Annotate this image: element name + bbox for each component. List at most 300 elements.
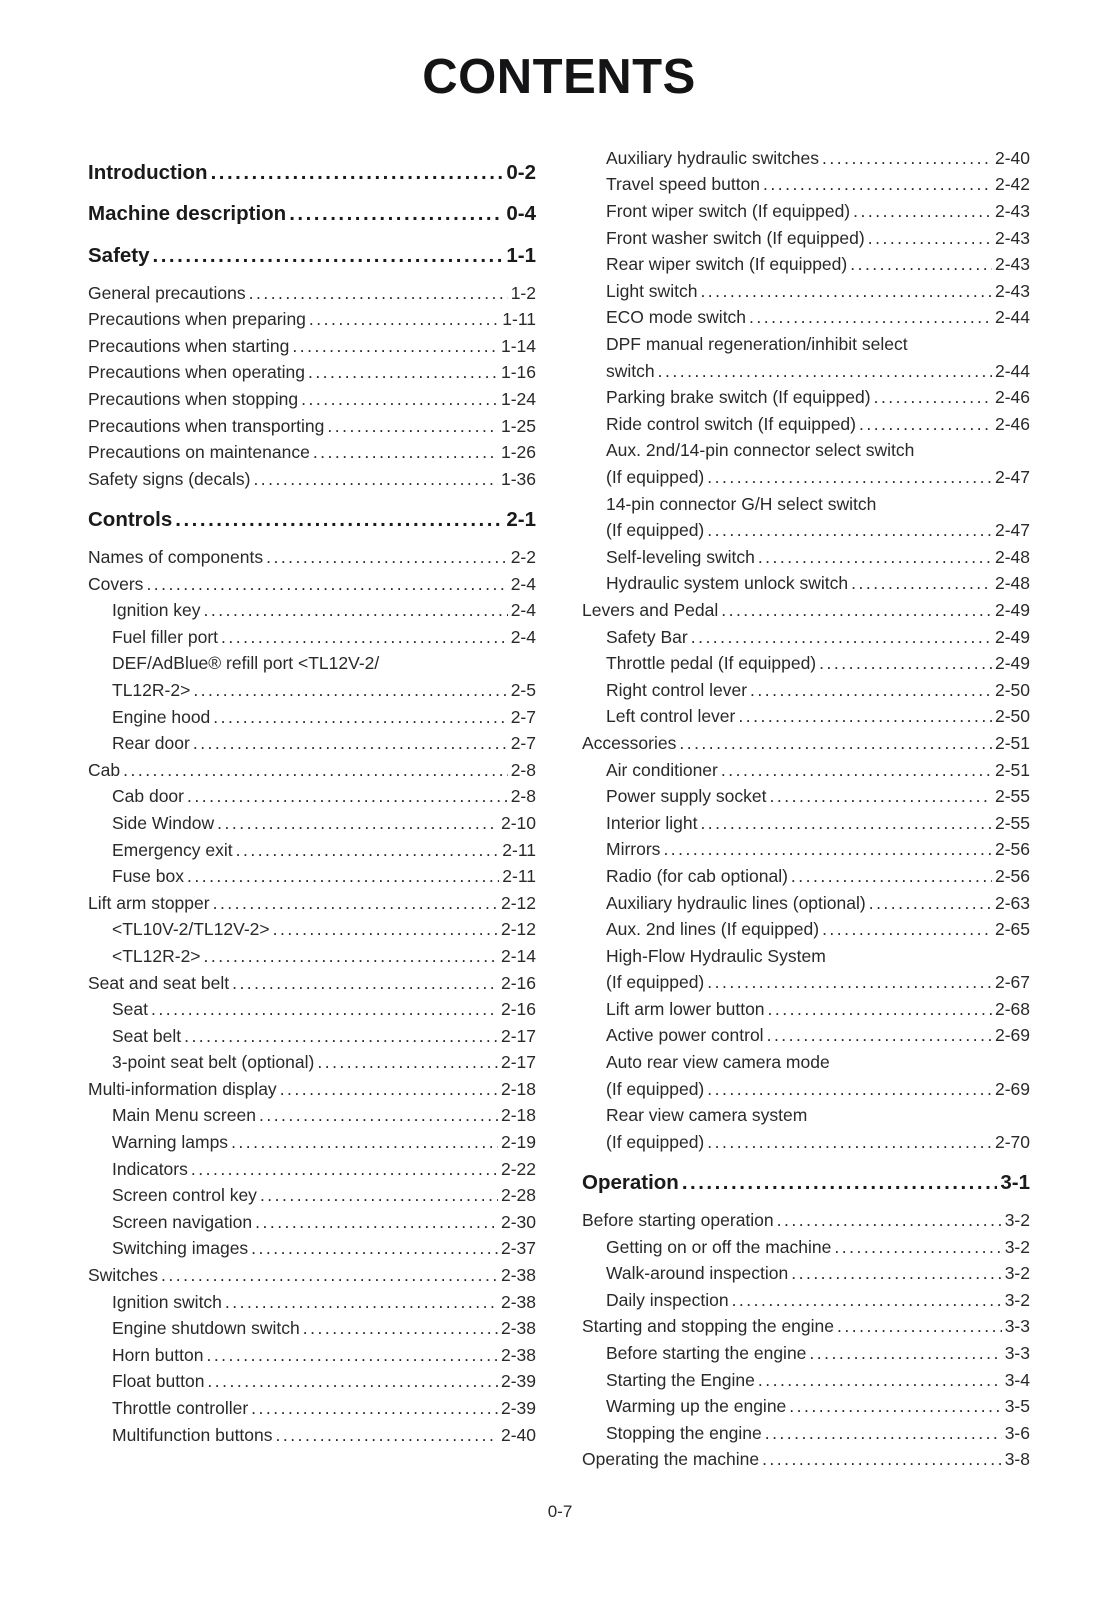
toc-entry-label: Operation bbox=[582, 1171, 679, 1195]
toc-entry-page: 2-18 bbox=[500, 1078, 536, 1099]
toc-entry bbox=[88, 1049, 536, 1076]
toc-entry-label: Self-leveling switch bbox=[606, 546, 755, 567]
toc-entry-page: 2-48 bbox=[994, 546, 1030, 567]
dot-leader bbox=[193, 730, 508, 757]
dot-leader bbox=[231, 1129, 498, 1156]
dot-leader bbox=[317, 1049, 498, 1076]
toc-entry bbox=[88, 1342, 536, 1369]
toc-entry-label: Ignition switch bbox=[112, 1291, 222, 1312]
toc-entry bbox=[88, 544, 536, 571]
toc-entry-page: 2-40 bbox=[994, 147, 1030, 168]
toc-entry-label: Power supply socket bbox=[606, 786, 767, 807]
toc-entry-label: Throttle controller bbox=[112, 1398, 249, 1418]
toc-entry bbox=[88, 650, 536, 703]
toc-entry-page: 2-47 bbox=[994, 467, 1030, 487]
toc-entry bbox=[88, 333, 536, 360]
toc-entry-label: DEF/AdBlue® refill port <TL12V-2/ bbox=[112, 653, 380, 674]
toc-entry-label: Seat belt bbox=[112, 1025, 182, 1046]
toc-entry-page: 2-44 bbox=[994, 307, 1030, 328]
toc-entry bbox=[582, 916, 1030, 943]
dot-leader bbox=[255, 1209, 498, 1236]
toc-entry bbox=[582, 331, 1030, 384]
toc-entry-page: 2-18 bbox=[500, 1105, 536, 1126]
toc-entry-page: 2-28 bbox=[500, 1185, 536, 1206]
dot-leader bbox=[707, 1129, 992, 1156]
toc-entry-label: Aux. 2nd/14-pin connector select switch bbox=[606, 440, 915, 461]
toc-entry-page: 2-30 bbox=[500, 1211, 536, 1232]
toc-entry-page: 2-7 bbox=[510, 706, 536, 727]
dot-leader bbox=[851, 570, 992, 597]
toc-entry bbox=[582, 198, 1030, 225]
toc-entry bbox=[88, 624, 536, 651]
dot-leader bbox=[822, 916, 992, 943]
dot-leader bbox=[280, 1076, 498, 1103]
dot-leader bbox=[308, 359, 498, 386]
dot-leader bbox=[225, 1289, 498, 1316]
toc-entry bbox=[88, 413, 536, 440]
dot-leader bbox=[721, 757, 992, 784]
toc-entry-page: 2-38 bbox=[500, 1291, 536, 1312]
toc-entry bbox=[582, 570, 1030, 597]
dot-leader bbox=[161, 1262, 498, 1289]
toc-entry bbox=[88, 916, 536, 943]
toc-entry-label: Precautions when starting bbox=[88, 335, 290, 356]
toc-entry-page: 2-50 bbox=[994, 679, 1030, 700]
toc-entry-page: 2-4 bbox=[510, 600, 536, 621]
toc-entry bbox=[88, 757, 536, 784]
dot-leader bbox=[732, 1287, 1002, 1314]
toc-entry-page: 2-68 bbox=[994, 998, 1030, 1019]
toc-entry-label: Float button bbox=[112, 1371, 205, 1392]
toc-entry bbox=[582, 278, 1030, 305]
toc-entry-page: 2-22 bbox=[500, 1158, 536, 1179]
dot-leader bbox=[259, 1102, 498, 1129]
toc-entry-label: Lift arm lower button bbox=[606, 998, 765, 1019]
toc-entry bbox=[88, 704, 536, 731]
toc-entry-page: 1-2 bbox=[510, 282, 536, 303]
toc-entry-page: 2-46 bbox=[994, 413, 1030, 434]
toc-entry bbox=[582, 783, 1030, 810]
dot-leader bbox=[313, 439, 498, 466]
toc-entry-label: Screen navigation bbox=[112, 1211, 253, 1232]
toc-entry bbox=[88, 837, 536, 864]
toc-columns bbox=[88, 145, 1030, 1473]
toc-entry bbox=[88, 943, 536, 970]
dot-leader bbox=[777, 1207, 1002, 1234]
toc-entry bbox=[582, 1446, 1030, 1473]
toc-entry-label: Rear door bbox=[112, 733, 190, 754]
toc-entry-label: Front wiper switch (If equipped) bbox=[606, 201, 851, 222]
toc-entry bbox=[88, 863, 536, 890]
toc-entry bbox=[88, 1235, 536, 1262]
toc-entry bbox=[88, 439, 536, 466]
toc-entry-page: 2-55 bbox=[994, 812, 1030, 833]
toc-entry bbox=[582, 1367, 1030, 1394]
dot-leader bbox=[767, 1022, 992, 1049]
toc-entry-page: 2-47 bbox=[994, 520, 1030, 541]
toc-entry bbox=[582, 1260, 1030, 1287]
toc-entry-page: 2-48 bbox=[994, 573, 1030, 594]
dot-leader bbox=[791, 1260, 1001, 1287]
toc-entry-page: 2-7 bbox=[510, 733, 536, 754]
toc-entry bbox=[88, 1129, 536, 1156]
toc-entry-label: Warning lamps bbox=[112, 1132, 229, 1153]
toc-entry-label: Light switch bbox=[606, 280, 698, 301]
dot-leader bbox=[738, 703, 992, 730]
toc-entry-page: 1-26 bbox=[500, 442, 536, 463]
dot-leader bbox=[217, 810, 498, 837]
dot-leader bbox=[309, 306, 499, 333]
toc-entry-page: 1-24 bbox=[500, 389, 536, 410]
page-title: CONTENTS bbox=[422, 50, 696, 104]
toc-entry-page: 2-4 bbox=[510, 573, 536, 594]
dot-leader bbox=[758, 1367, 1002, 1394]
toc-entry-label: Precautions when stopping bbox=[88, 389, 299, 410]
toc-entry-page: 3-1 bbox=[1000, 1171, 1030, 1195]
toc-entry bbox=[582, 251, 1030, 278]
toc-entry-label: Interior light bbox=[606, 812, 698, 833]
toc-entry bbox=[88, 890, 536, 917]
dot-leader bbox=[707, 969, 992, 996]
toc-entry-page: 3-8 bbox=[1004, 1449, 1030, 1470]
dot-leader bbox=[707, 464, 992, 491]
toc-entry bbox=[582, 757, 1030, 784]
toc-entry bbox=[88, 1023, 536, 1050]
toc-entry-label: 14-pin connector G/H select switch bbox=[606, 493, 877, 514]
dot-leader bbox=[700, 810, 992, 837]
dot-leader bbox=[213, 704, 507, 731]
toc-entry bbox=[88, 1395, 536, 1422]
toc-entry-label: Auxiliary hydraulic switches bbox=[606, 147, 819, 168]
toc-entry-label: Engine hood bbox=[112, 706, 211, 727]
toc-entry-page: 2-17 bbox=[500, 1025, 536, 1046]
toc-entry-label: Travel speed button bbox=[606, 174, 761, 195]
toc-entry-page: 3-3 bbox=[1004, 1343, 1030, 1363]
toc-entry-label: switch bbox=[606, 360, 655, 381]
dot-leader bbox=[249, 280, 508, 307]
toc-entry-label: Getting on or off the machine bbox=[606, 1236, 832, 1257]
toc-entry-label: Controls bbox=[88, 508, 173, 532]
dot-leader bbox=[768, 996, 992, 1023]
dot-leader bbox=[822, 145, 992, 172]
toc-entry-page: 3-2 bbox=[1004, 1210, 1030, 1231]
toc-entry-page: 3-5 bbox=[1004, 1396, 1030, 1417]
toc-entry-label: Multifunction buttons bbox=[112, 1424, 273, 1445]
toc-entry bbox=[582, 171, 1030, 198]
dot-leader bbox=[276, 1422, 498, 1449]
toc-entry-label: ECO mode switch bbox=[606, 307, 747, 328]
dot-leader bbox=[175, 507, 503, 534]
dot-leader bbox=[206, 1342, 498, 1369]
toc-entry-page: 2-43 bbox=[994, 254, 1030, 275]
toc-entry bbox=[582, 836, 1030, 863]
toc-entry bbox=[582, 1207, 1030, 1234]
toc-entry-label: Introduction bbox=[88, 160, 208, 184]
dot-leader bbox=[260, 1182, 498, 1209]
toc-entry-page: 2-10 bbox=[500, 812, 536, 833]
toc-entry-label: Before starting operation bbox=[582, 1210, 774, 1231]
toc-entry-label: Rear wiper switch (If equipped) bbox=[606, 254, 848, 275]
dot-leader bbox=[253, 466, 498, 493]
toc-entry-label: Precautions when operating bbox=[88, 362, 305, 383]
toc-entry-label: Switching images bbox=[112, 1238, 249, 1259]
toc-entry-page: 2-46 bbox=[994, 387, 1030, 408]
dot-leader bbox=[850, 251, 992, 278]
toc-entry-page: 2-56 bbox=[994, 865, 1030, 886]
dot-leader bbox=[204, 943, 498, 970]
toc-entry-label: Aux. 2nd lines (If equipped) bbox=[606, 919, 820, 940]
toc-entry-page: 3-2 bbox=[1004, 1263, 1030, 1284]
toc-entry bbox=[582, 437, 1030, 490]
toc-entry bbox=[582, 411, 1030, 438]
dot-leader bbox=[763, 171, 992, 198]
toc-entry-page: 2-51 bbox=[994, 732, 1030, 753]
toc-entry-page: 2-69 bbox=[994, 1078, 1030, 1099]
toc-entry bbox=[582, 810, 1030, 837]
toc-entry-label: Screen control key bbox=[112, 1185, 257, 1206]
dot-leader bbox=[663, 836, 992, 863]
dot-leader bbox=[874, 384, 992, 411]
toc-entry-page: 2-4 bbox=[510, 626, 536, 647]
dot-leader bbox=[211, 160, 504, 187]
toc-entry-label: (If equipped) bbox=[606, 1078, 705, 1099]
toc-entry-label: Covers bbox=[88, 573, 144, 594]
footer-page-number: 0-7 bbox=[547, 1502, 573, 1521]
toc-entry-label: Starting the Engine bbox=[606, 1369, 755, 1390]
toc-entry-label: Active power control bbox=[606, 1025, 764, 1046]
toc-entry bbox=[582, 1234, 1030, 1261]
toc-entry-page: 2-12 bbox=[500, 919, 536, 940]
toc-entry bbox=[582, 624, 1030, 651]
toc-entry-label: Throttle pedal (If equipped) bbox=[606, 653, 817, 674]
toc-entry-page: 2-11 bbox=[502, 839, 536, 860]
toc-entry-label: Seat and seat belt bbox=[88, 972, 230, 993]
dot-leader bbox=[691, 624, 992, 651]
dot-leader bbox=[770, 783, 992, 810]
toc-entry-page: 2-8 bbox=[510, 759, 536, 780]
toc-entry-label: Levers and Pedal bbox=[582, 599, 719, 620]
toc-entry bbox=[582, 1393, 1030, 1420]
toc-entry bbox=[582, 1287, 1030, 1314]
toc-entry bbox=[582, 863, 1030, 890]
toc-entry-page: 2-70 bbox=[994, 1131, 1030, 1152]
toc-entry bbox=[88, 280, 536, 307]
dot-leader bbox=[837, 1313, 1002, 1340]
toc-entry-label: Operating the machine bbox=[582, 1449, 760, 1470]
toc-entry-label: Parking brake switch (If equipped) bbox=[606, 387, 871, 408]
toc-entry-label: (If equipped) bbox=[606, 972, 705, 993]
dot-leader bbox=[658, 358, 992, 385]
toc-entry-page: 2-49 bbox=[994, 599, 1030, 620]
dot-leader bbox=[679, 730, 992, 757]
toc-entry-label: Ignition key bbox=[112, 600, 201, 621]
toc-entry bbox=[88, 1209, 536, 1236]
toc-entry-label: Safety signs (decals) bbox=[88, 468, 251, 489]
dot-leader bbox=[327, 413, 498, 440]
toc-entry bbox=[582, 384, 1030, 411]
dot-leader bbox=[207, 1368, 498, 1395]
toc-entry-page: 2-44 bbox=[994, 360, 1030, 381]
toc-entry bbox=[88, 466, 536, 493]
toc-entry-page: 2-63 bbox=[994, 892, 1030, 913]
toc-entry-page: 2-50 bbox=[994, 706, 1030, 727]
toc-entry-page: 1-16 bbox=[500, 362, 536, 383]
dot-leader bbox=[191, 1156, 498, 1183]
dot-leader bbox=[853, 198, 992, 225]
toc-entry-label: Mirrors bbox=[606, 839, 661, 860]
toc-entry bbox=[582, 1313, 1030, 1340]
toc-entry-label: Switches bbox=[88, 1265, 159, 1286]
toc-entry bbox=[88, 1076, 536, 1103]
toc-entry bbox=[88, 970, 536, 997]
dot-leader bbox=[762, 1446, 1002, 1473]
toc-entry-page: 1-14 bbox=[500, 335, 536, 356]
toc-entry bbox=[582, 304, 1030, 331]
toc-entry-label: Ride control switch (If equipped) bbox=[606, 413, 856, 434]
toc-entry-page: 2-42 bbox=[994, 174, 1030, 195]
toc-entry-page: 2-65 bbox=[994, 919, 1030, 940]
toc-entry-page: 3-3 bbox=[1004, 1316, 1030, 1337]
toc-entry-page: 3-6 bbox=[1004, 1422, 1030, 1443]
dot-leader bbox=[765, 1420, 1002, 1447]
toc-entry-label: <TL12R-2> bbox=[112, 945, 201, 966]
dot-leader bbox=[301, 386, 498, 413]
toc-entry-page: 2-39 bbox=[500, 1371, 536, 1392]
toc-entry-page: 2-43 bbox=[994, 280, 1030, 301]
toc-entry-page: 2-40 bbox=[500, 1424, 536, 1445]
toc-entry-label: Starting and stopping the engine bbox=[582, 1316, 834, 1337]
dot-leader bbox=[221, 624, 508, 651]
toc-entry-label: TL12R-2> bbox=[112, 679, 191, 700]
toc-entry-label: Walk-around inspection bbox=[606, 1263, 789, 1284]
toc-entry-label: Precautions when preparing bbox=[88, 309, 306, 330]
dot-leader bbox=[187, 863, 499, 890]
toc-entry-page: 2-49 bbox=[994, 626, 1030, 647]
toc-entry-label: General precautions bbox=[88, 282, 246, 303]
toc-entry-label: Hydraulic system unlock switch bbox=[606, 573, 849, 594]
toc-entry-label: Accessories bbox=[582, 732, 677, 753]
toc-entry-label: 3-point seat belt (optional) bbox=[112, 1052, 315, 1073]
toc-entry-page: 0-4 bbox=[506, 202, 536, 226]
dot-leader bbox=[266, 544, 508, 571]
dot-leader bbox=[273, 916, 498, 943]
dot-leader bbox=[869, 890, 992, 917]
toc-entry-page: 2-39 bbox=[500, 1398, 536, 1418]
toc-section-heading bbox=[88, 243, 536, 270]
toc-section-heading bbox=[582, 1170, 1030, 1197]
toc-entry bbox=[88, 783, 536, 810]
toc-entry-label: Engine shutdown switch bbox=[112, 1318, 300, 1339]
toc-entry bbox=[582, 730, 1030, 757]
dot-leader bbox=[232, 970, 498, 997]
toc-entry-page: 2-1 bbox=[506, 508, 536, 532]
toc-entry-page: 2-67 bbox=[994, 972, 1030, 993]
toc-entry bbox=[88, 1368, 536, 1395]
toc-entry bbox=[582, 943, 1030, 996]
dot-leader bbox=[682, 1170, 998, 1197]
dot-leader bbox=[834, 1234, 1001, 1261]
dot-leader bbox=[749, 304, 992, 331]
toc-entry-page: 1-25 bbox=[500, 415, 536, 436]
toc-entry bbox=[88, 1102, 536, 1129]
toc-entry-page: 2-38 bbox=[500, 1265, 536, 1286]
toc-entry-label: Right control lever bbox=[606, 679, 748, 700]
toc-entry bbox=[88, 730, 536, 757]
toc-entry bbox=[88, 571, 536, 598]
toc-entry-label: Front washer switch (If equipped) bbox=[606, 227, 865, 248]
toc-entry bbox=[88, 359, 536, 386]
dot-leader bbox=[123, 757, 508, 784]
toc-section-heading bbox=[88, 201, 536, 228]
toc-entry-page: 1-11 bbox=[502, 309, 536, 330]
toc-entry-label: Fuel filler port bbox=[112, 626, 219, 647]
toc-entry-label: DPF manual regeneration/inhibit select bbox=[606, 334, 908, 355]
toc-entry-page: 2-55 bbox=[994, 786, 1030, 807]
toc-entry-page: 2-38 bbox=[500, 1318, 536, 1339]
toc-entry bbox=[582, 890, 1030, 917]
toc-column-left bbox=[88, 145, 536, 1473]
toc-entry bbox=[582, 491, 1030, 544]
toc-entry-page: 0-2 bbox=[506, 160, 536, 184]
toc-entry-label: Safety Bar bbox=[606, 626, 688, 647]
toc-entry-label: Left control lever bbox=[606, 706, 736, 727]
dot-leader bbox=[303, 1315, 498, 1342]
toc-entry-page: 2-14 bbox=[500, 945, 536, 966]
toc-entry-label: Air conditioner bbox=[606, 759, 718, 780]
dot-leader bbox=[193, 677, 507, 704]
toc-entry-page: 3-2 bbox=[1004, 1236, 1030, 1257]
toc-column-right bbox=[582, 145, 1030, 1473]
dot-leader bbox=[758, 544, 992, 571]
toc-entry-page: 2-43 bbox=[994, 201, 1030, 222]
toc-section-heading bbox=[88, 507, 536, 534]
dot-leader bbox=[859, 411, 992, 438]
toc-entry bbox=[582, 597, 1030, 624]
toc-entry bbox=[582, 225, 1030, 252]
toc-entry-page: 2-12 bbox=[500, 892, 536, 913]
toc-section-heading bbox=[88, 160, 536, 187]
toc-entry-page: 2-51 bbox=[994, 759, 1030, 780]
dot-leader bbox=[789, 1393, 1001, 1420]
toc-entry-label: Auxiliary hydraulic lines (optional) bbox=[606, 892, 866, 913]
dot-leader bbox=[809, 1340, 1001, 1367]
toc-entry bbox=[582, 1102, 1030, 1155]
dot-leader bbox=[251, 1395, 498, 1422]
toc-entry bbox=[88, 306, 536, 333]
dot-leader bbox=[707, 1076, 992, 1103]
dot-leader bbox=[251, 1235, 498, 1262]
toc-entry-label: Safety bbox=[88, 244, 150, 268]
toc-entry-page: 2-49 bbox=[994, 653, 1030, 674]
toc-entry-label: Fuse box bbox=[112, 866, 184, 887]
dot-leader bbox=[153, 243, 504, 270]
toc-entry-label: Rear view camera system bbox=[606, 1105, 808, 1126]
toc-entry-label: Cab door bbox=[112, 786, 184, 807]
toc-entry-label: Daily inspection bbox=[606, 1289, 729, 1310]
toc-entry-label: Names of components bbox=[88, 547, 264, 567]
toc-entry bbox=[582, 1340, 1030, 1367]
toc-entry bbox=[88, 1315, 536, 1342]
toc-entry bbox=[582, 996, 1030, 1023]
toc-entry bbox=[88, 1262, 536, 1289]
toc-entry bbox=[582, 1049, 1030, 1102]
toc-entry-label: Horn button bbox=[112, 1344, 204, 1365]
toc-entry bbox=[582, 145, 1030, 172]
toc-entry-label: Side Window bbox=[112, 812, 215, 833]
toc-entry-page: 3-2 bbox=[1004, 1289, 1030, 1310]
toc-entry-label: Radio (for cab optional) bbox=[606, 865, 788, 886]
toc-entry bbox=[582, 544, 1030, 571]
